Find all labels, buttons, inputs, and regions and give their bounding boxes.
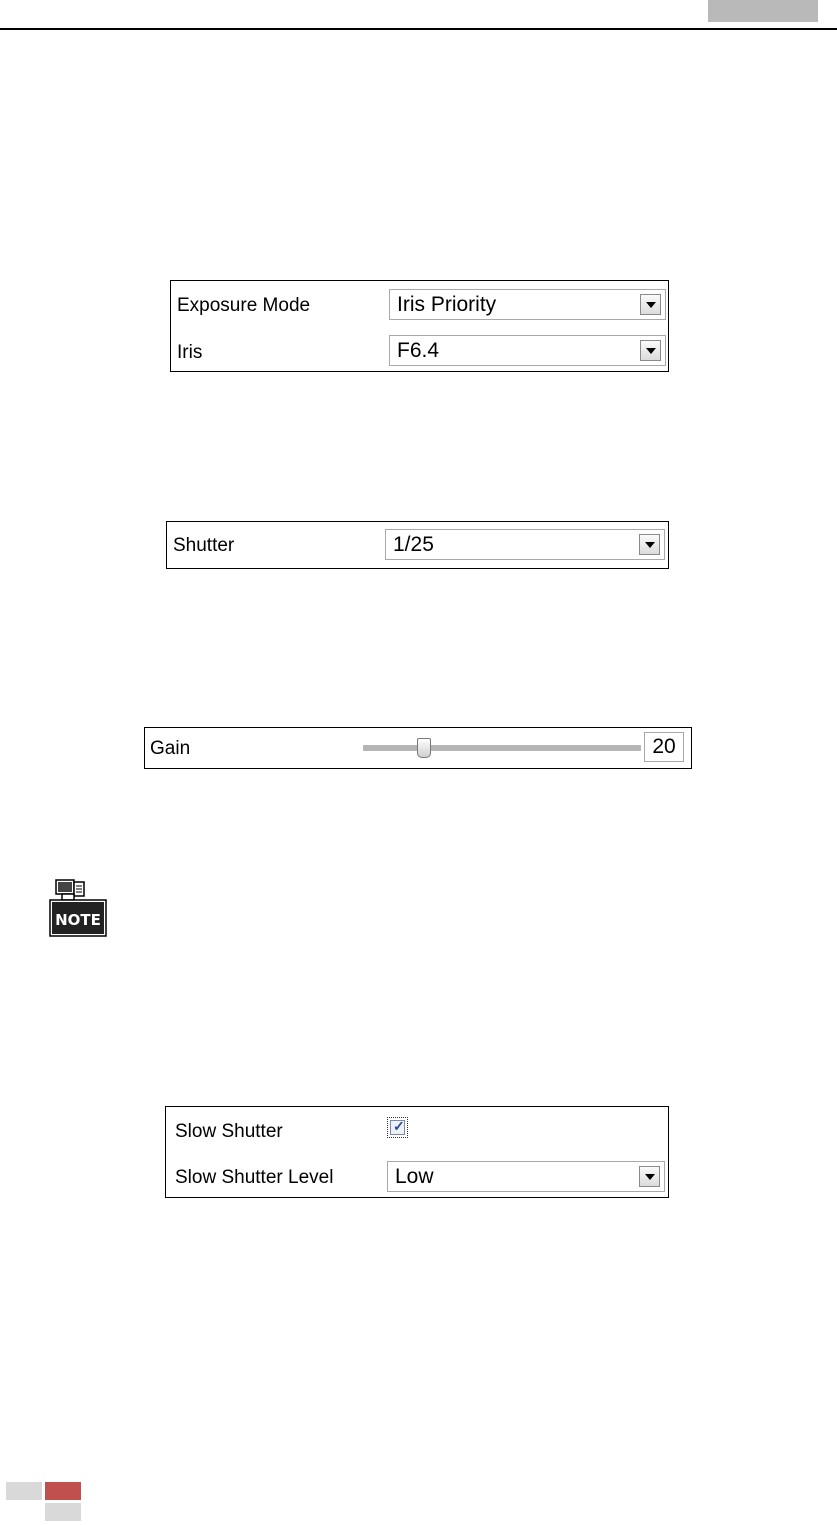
checkbox-box[interactable] xyxy=(390,1120,405,1135)
shutter-select[interactable] xyxy=(385,529,665,560)
chevron-down-icon[interactable] xyxy=(640,294,661,315)
iris-value: F6.4 xyxy=(397,339,440,362)
gain-label: Gain xyxy=(150,738,191,759)
checkmark-icon: ✓ xyxy=(393,1118,405,1134)
note-icon-text: NOTE xyxy=(55,911,101,929)
exposure-mode-select[interactable] xyxy=(389,289,666,320)
slow-shutter-level-select[interactable] xyxy=(387,1161,665,1192)
exposure-mode-label: Exposure Mode xyxy=(177,295,311,316)
gain-slider-track[interactable] xyxy=(363,745,641,751)
iris-label: Iris xyxy=(177,342,203,363)
slow-shutter-level-label: Slow Shutter Level xyxy=(175,1167,334,1188)
iris-select[interactable] xyxy=(389,335,666,366)
gain-settings-panel xyxy=(144,727,692,769)
gain-value-box[interactable]: 20 xyxy=(644,732,684,762)
footer-block-red xyxy=(45,1482,81,1500)
iris-settings-panel xyxy=(170,280,669,372)
exposure-mode-value: Iris Priority xyxy=(397,293,497,316)
footer-block-gray xyxy=(6,1482,42,1500)
shutter-value: 1/25 xyxy=(393,533,434,556)
slow-shutter-level-value: Low xyxy=(395,1165,434,1188)
gain-slider-thumb[interactable] xyxy=(417,738,431,758)
header-tab xyxy=(708,0,818,22)
slow-shutter-label: Slow Shutter xyxy=(175,1121,283,1142)
slow-shutter-panel xyxy=(165,1106,669,1198)
footer-block-gray-lower xyxy=(45,1503,81,1521)
slow-shutter-checkbox[interactable] xyxy=(387,1117,408,1138)
note-icon xyxy=(46,878,108,940)
shutter-settings-panel xyxy=(166,521,669,569)
chevron-down-icon[interactable] xyxy=(640,340,661,361)
chevron-down-icon[interactable] xyxy=(639,534,660,555)
shutter-label: Shutter xyxy=(173,535,235,556)
chevron-down-icon[interactable] xyxy=(639,1166,660,1187)
header-rule xyxy=(0,28,837,30)
